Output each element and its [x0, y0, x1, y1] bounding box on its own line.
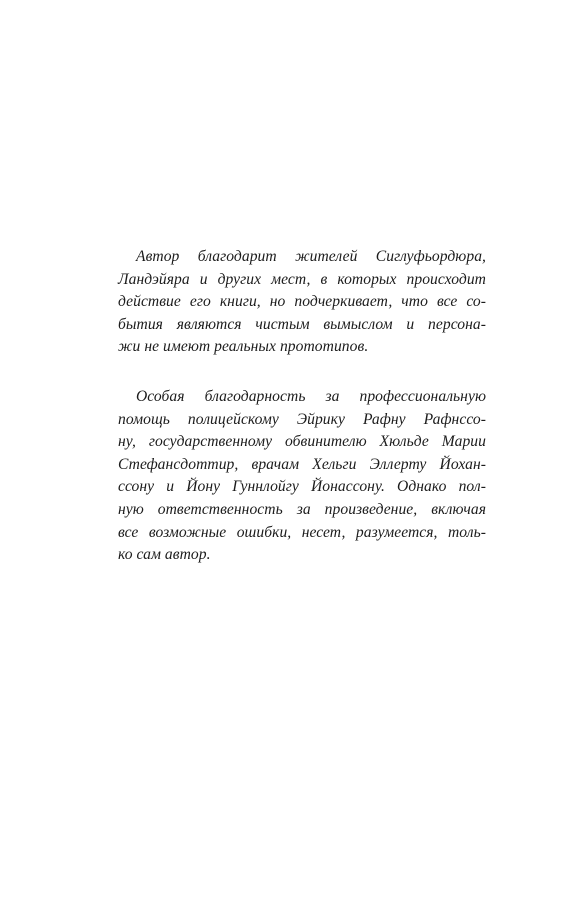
text-line: бытия являются чистым вымыслом и персона-	[118, 315, 486, 333]
acknowledgements-block	[118, 246, 486, 567]
text-line: Автор благодарит жителей Сиглуфьордюра,	[136, 248, 486, 265]
text-line: Стефансдоттир, врачам Хельги Эллерту Йохан-	[118, 455, 486, 473]
text-line: ную ответственность за произведение, включая	[118, 500, 486, 518]
text-line: Ландэйяра и других мест, в которых происходит	[118, 270, 486, 288]
text-line: ну, государственному обвинителю Хюльде Марии	[118, 433, 486, 451]
text-line: действие его книги, но подчеркивает, что все со-	[118, 293, 486, 311]
text-line: помощь полицейскому Эйрику Рафну Рафнссо-	[118, 410, 486, 428]
text-line: ко сам автор.	[118, 546, 211, 564]
text-line: ссону и Йону Гуннлойгу Йонассону. Однако пол-	[118, 478, 486, 496]
text-line: жи не имеют реальных прототипов.	[118, 338, 369, 356]
paragraph-spacer	[118, 359, 486, 386]
text-line: Особая благодарность за профессиональную	[136, 387, 486, 405]
acknowledgement-paragraph-2	[118, 386, 486, 567]
acknowledgement-paragraph-1	[118, 246, 486, 359]
text-line: все возможные ошибки, несет, разумеется, толь-	[118, 523, 486, 541]
